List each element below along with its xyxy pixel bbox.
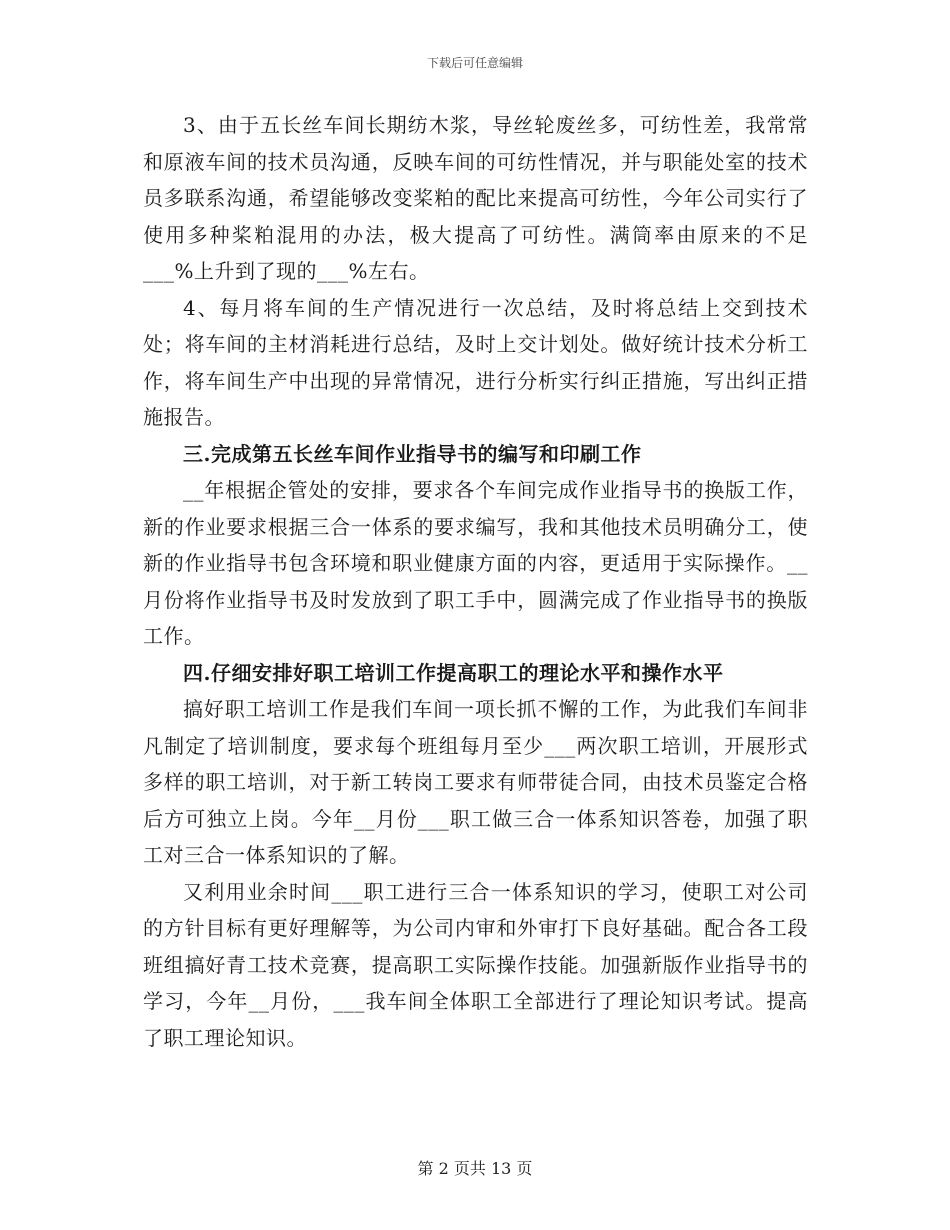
page-number: 第 2 页共 13 页 [417,1159,533,1178]
document-body [143,107,808,1056]
paragraph-training: 搞好职工培训工作是我们车间一项长抓不懈的工作，为此我们车间非凡制定了培训制度，要求每个班组每月至少___两次职工培训，开展形式多样的职工培训，对于新工转岗工要求有师带徒合同，由技术员鉴定合格后方可独立上岗。今年__月份___职工做三合一体系知识答卷，加强了职工对三合一体系知识的了解。 [143,697,808,867]
paragraph-study: 又利用业余时间___职工进行三合一体系知识的学习，使职工对公司的方针目标有更好理解等，为公司内审和外审打下良好基础。配合各工段班组搞好青工技术竞赛，提高职工实际操作技能。加强新版作业指导书的学习，今年__月份，___我车间全体职工全部进行了理论知识考试。提高了职工理论知识。 [143,879,808,1050]
paragraph-manual-revision: __年根据企管处的安排，要求各个车间完成作业指导书的换版工作，新的作业要求根据三合一体系的要求编写，我和其他技术员明确分工，使新的作业指导书包含环境和职业健康方面的内容，更适用于实际操作。__月份将作业指导书及时发放到了职工手中，圆满完成了作业指导书的换版工作。 [143,478,808,648]
header-note: 下载后可任意编辑 [426,56,523,70]
section-heading-3: 三.完成第五长丝车间作业指导书的编写和印刷工作 [183,441,642,466]
section-heading-4: 四.仔细安排好职工培训工作提高职工的理论水平和操作水平 [183,660,724,685]
paragraph-item-4: 4、每月将车间的生产情况进行一次总结，及时将总结上交到技术处；将车间的主材消耗进行总结，及时上交计划处。做好统计技术分析工作，将车间生产中出现的异常情况，进行分析实行纠正措施，写出纠正措施报告。 [143,295,808,429]
paragraph-item-3: 3、由于五长丝车间长期纺木浆，导丝轮废丝多，可纺性差，我常常和原液车间的技术员沟通，反映车间的可纺性情况，并与职能处室的技术员多联系沟通，希望能够改变桨粕的配比来提高可纺性，今年公司实行了使用多种桨粕混用的办法，极大提高了可纺性。满筒率由原来的不足___%上升到了现的___%左右。 [143,113,808,283]
